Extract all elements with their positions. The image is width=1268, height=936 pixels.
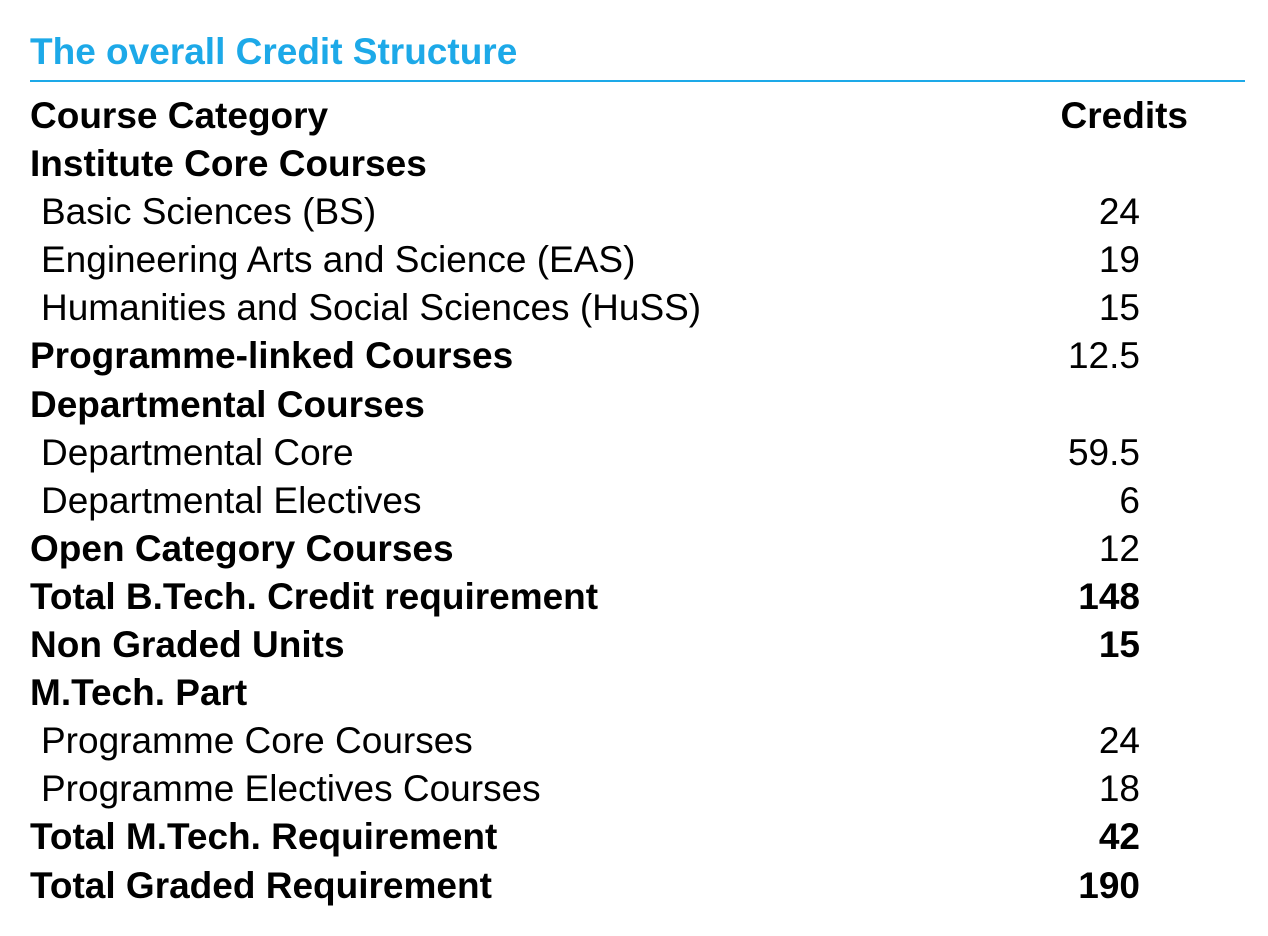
table-row xyxy=(30,813,1245,861)
credit-table xyxy=(30,92,1245,910)
table-row xyxy=(30,236,1245,284)
row-label: Engineering Arts and Science (EAS) xyxy=(41,239,636,281)
row-label: Institute Core Courses xyxy=(30,143,427,185)
table-row xyxy=(30,477,1245,525)
row-value: 18 xyxy=(1098,768,1140,810)
table-header-row xyxy=(30,92,1245,140)
table-row xyxy=(30,525,1245,573)
row-value: 148 xyxy=(1078,575,1140,617)
row-value: 12.5 xyxy=(1067,335,1140,377)
row-value: 19 xyxy=(1098,239,1140,281)
row-label: Humanities and Social Sciences (HuSS) xyxy=(41,287,702,329)
row-label: Open Category Courses xyxy=(30,527,454,569)
table-row xyxy=(30,188,1245,236)
row-label: Departmental Core xyxy=(41,431,354,473)
row-label: Programme Electives Courses xyxy=(41,768,541,810)
table-row xyxy=(30,717,1245,765)
row-value: 190 xyxy=(1078,864,1140,906)
table-row xyxy=(30,332,1245,380)
row-label: Non Graded Units xyxy=(30,624,345,666)
row-label: Total M.Tech. Requirement xyxy=(30,816,498,858)
table-row xyxy=(30,573,1245,621)
row-label: Total Graded Requirement xyxy=(30,864,492,906)
row-value: 12 xyxy=(1098,527,1140,569)
row-value: 15 xyxy=(1098,624,1140,666)
row-label: Departmental Electives xyxy=(41,479,422,521)
row-label: Basic Sciences (BS) xyxy=(41,191,377,233)
row-value: 15 xyxy=(1098,287,1140,329)
row-value: 42 xyxy=(1098,816,1140,858)
row-label: Programme Core Courses xyxy=(41,720,473,762)
row-label: M.Tech. Part xyxy=(30,672,248,714)
row-value: 59.5 xyxy=(1067,431,1140,473)
table-row xyxy=(30,621,1245,669)
row-label: Total B.Tech. Credit requirement xyxy=(30,575,599,617)
title-divider xyxy=(30,80,1245,82)
table-row xyxy=(30,765,1245,813)
table-row xyxy=(30,284,1245,332)
table-row xyxy=(30,381,1245,429)
row-value: 24 xyxy=(1098,720,1140,762)
row-label: Departmental Courses xyxy=(30,383,425,425)
page-title: The overall Credit Structure xyxy=(30,31,518,72)
header-course-category: Course Category xyxy=(30,95,329,136)
row-value: 24 xyxy=(1098,191,1140,233)
row-value: 6 xyxy=(1119,479,1140,521)
table-row xyxy=(30,429,1245,477)
header-credits: Credits xyxy=(1060,95,1188,136)
table-row xyxy=(30,669,1245,717)
table-row xyxy=(30,862,1245,910)
table-row xyxy=(30,140,1245,188)
row-label: Programme-linked Courses xyxy=(30,335,514,377)
